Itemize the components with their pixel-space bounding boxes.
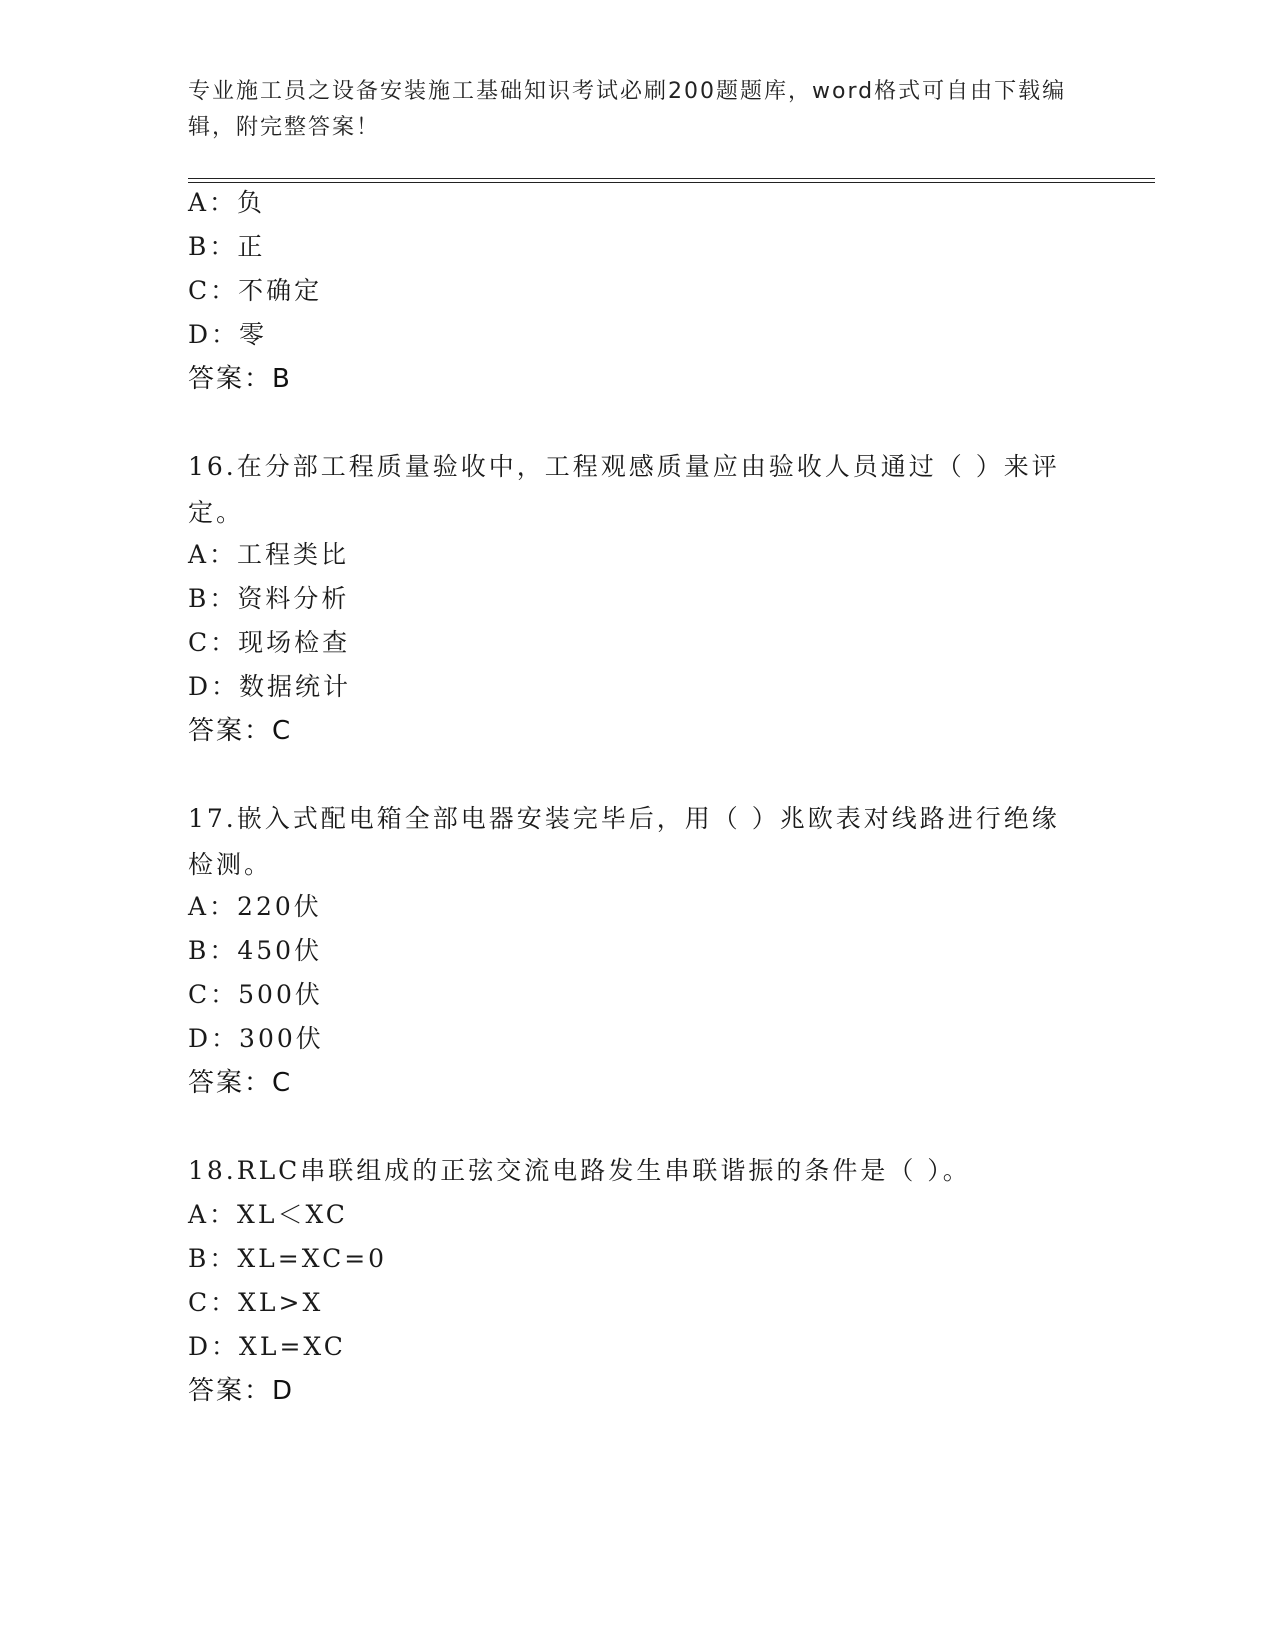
q17-answer: 答案：C [188,1068,293,1098]
q18-option-a: A：XL＜XC [188,1200,348,1229]
q16-option-c: C：现场检查 [188,628,351,657]
q15-option-c: C：不确定 [188,276,323,305]
q15-answer: 答案：B [188,364,292,394]
q18-option-b: B：XL=XC=0 [188,1244,388,1273]
header-rule-bottom [188,182,1155,183]
header-rule-top [188,178,1155,179]
q17-option-a: A：220伏 [188,892,322,921]
page-header: 专业施工员之设备安装施工基础知识考试必刷200题题库，word格式可自由下载编辑，附完整答案！ [188,79,1067,140]
q17-option-d: D：300伏 [188,1024,324,1053]
q17-option-c: C：500伏 [188,980,323,1009]
q18-option-c: C：XL>X [188,1288,324,1317]
q15-option-a: A：负 [188,188,266,217]
q18-option-d: D：XL=XC [188,1332,346,1361]
q15-option-b: B：正 [188,232,266,261]
q16-option-a: A：工程类比 [188,540,350,569]
q16-option-b: B：资料分析 [188,584,350,613]
q17-stem: 17.嵌入式配电箱全部电器安装完毕后，用（ ）兆欧表对线路进行绝缘检测。 [188,804,1060,879]
q17-option-b: B：450伏 [188,936,323,965]
q16-option-d: D：数据统计 [188,672,352,701]
q16-answer: 答案：C [188,716,293,746]
q18-answer: 答案：D [188,1376,295,1406]
q16-stem: 16.在分部工程质量验收中，工程观感质量应由验收人员通过（ ）来评定。 [188,452,1060,527]
q18-stem: 18.RLC串联组成的正弦交流电路发生串联谐振的条件是（ ）。 [188,1156,971,1185]
q15-option-d: D：零 [188,320,268,349]
